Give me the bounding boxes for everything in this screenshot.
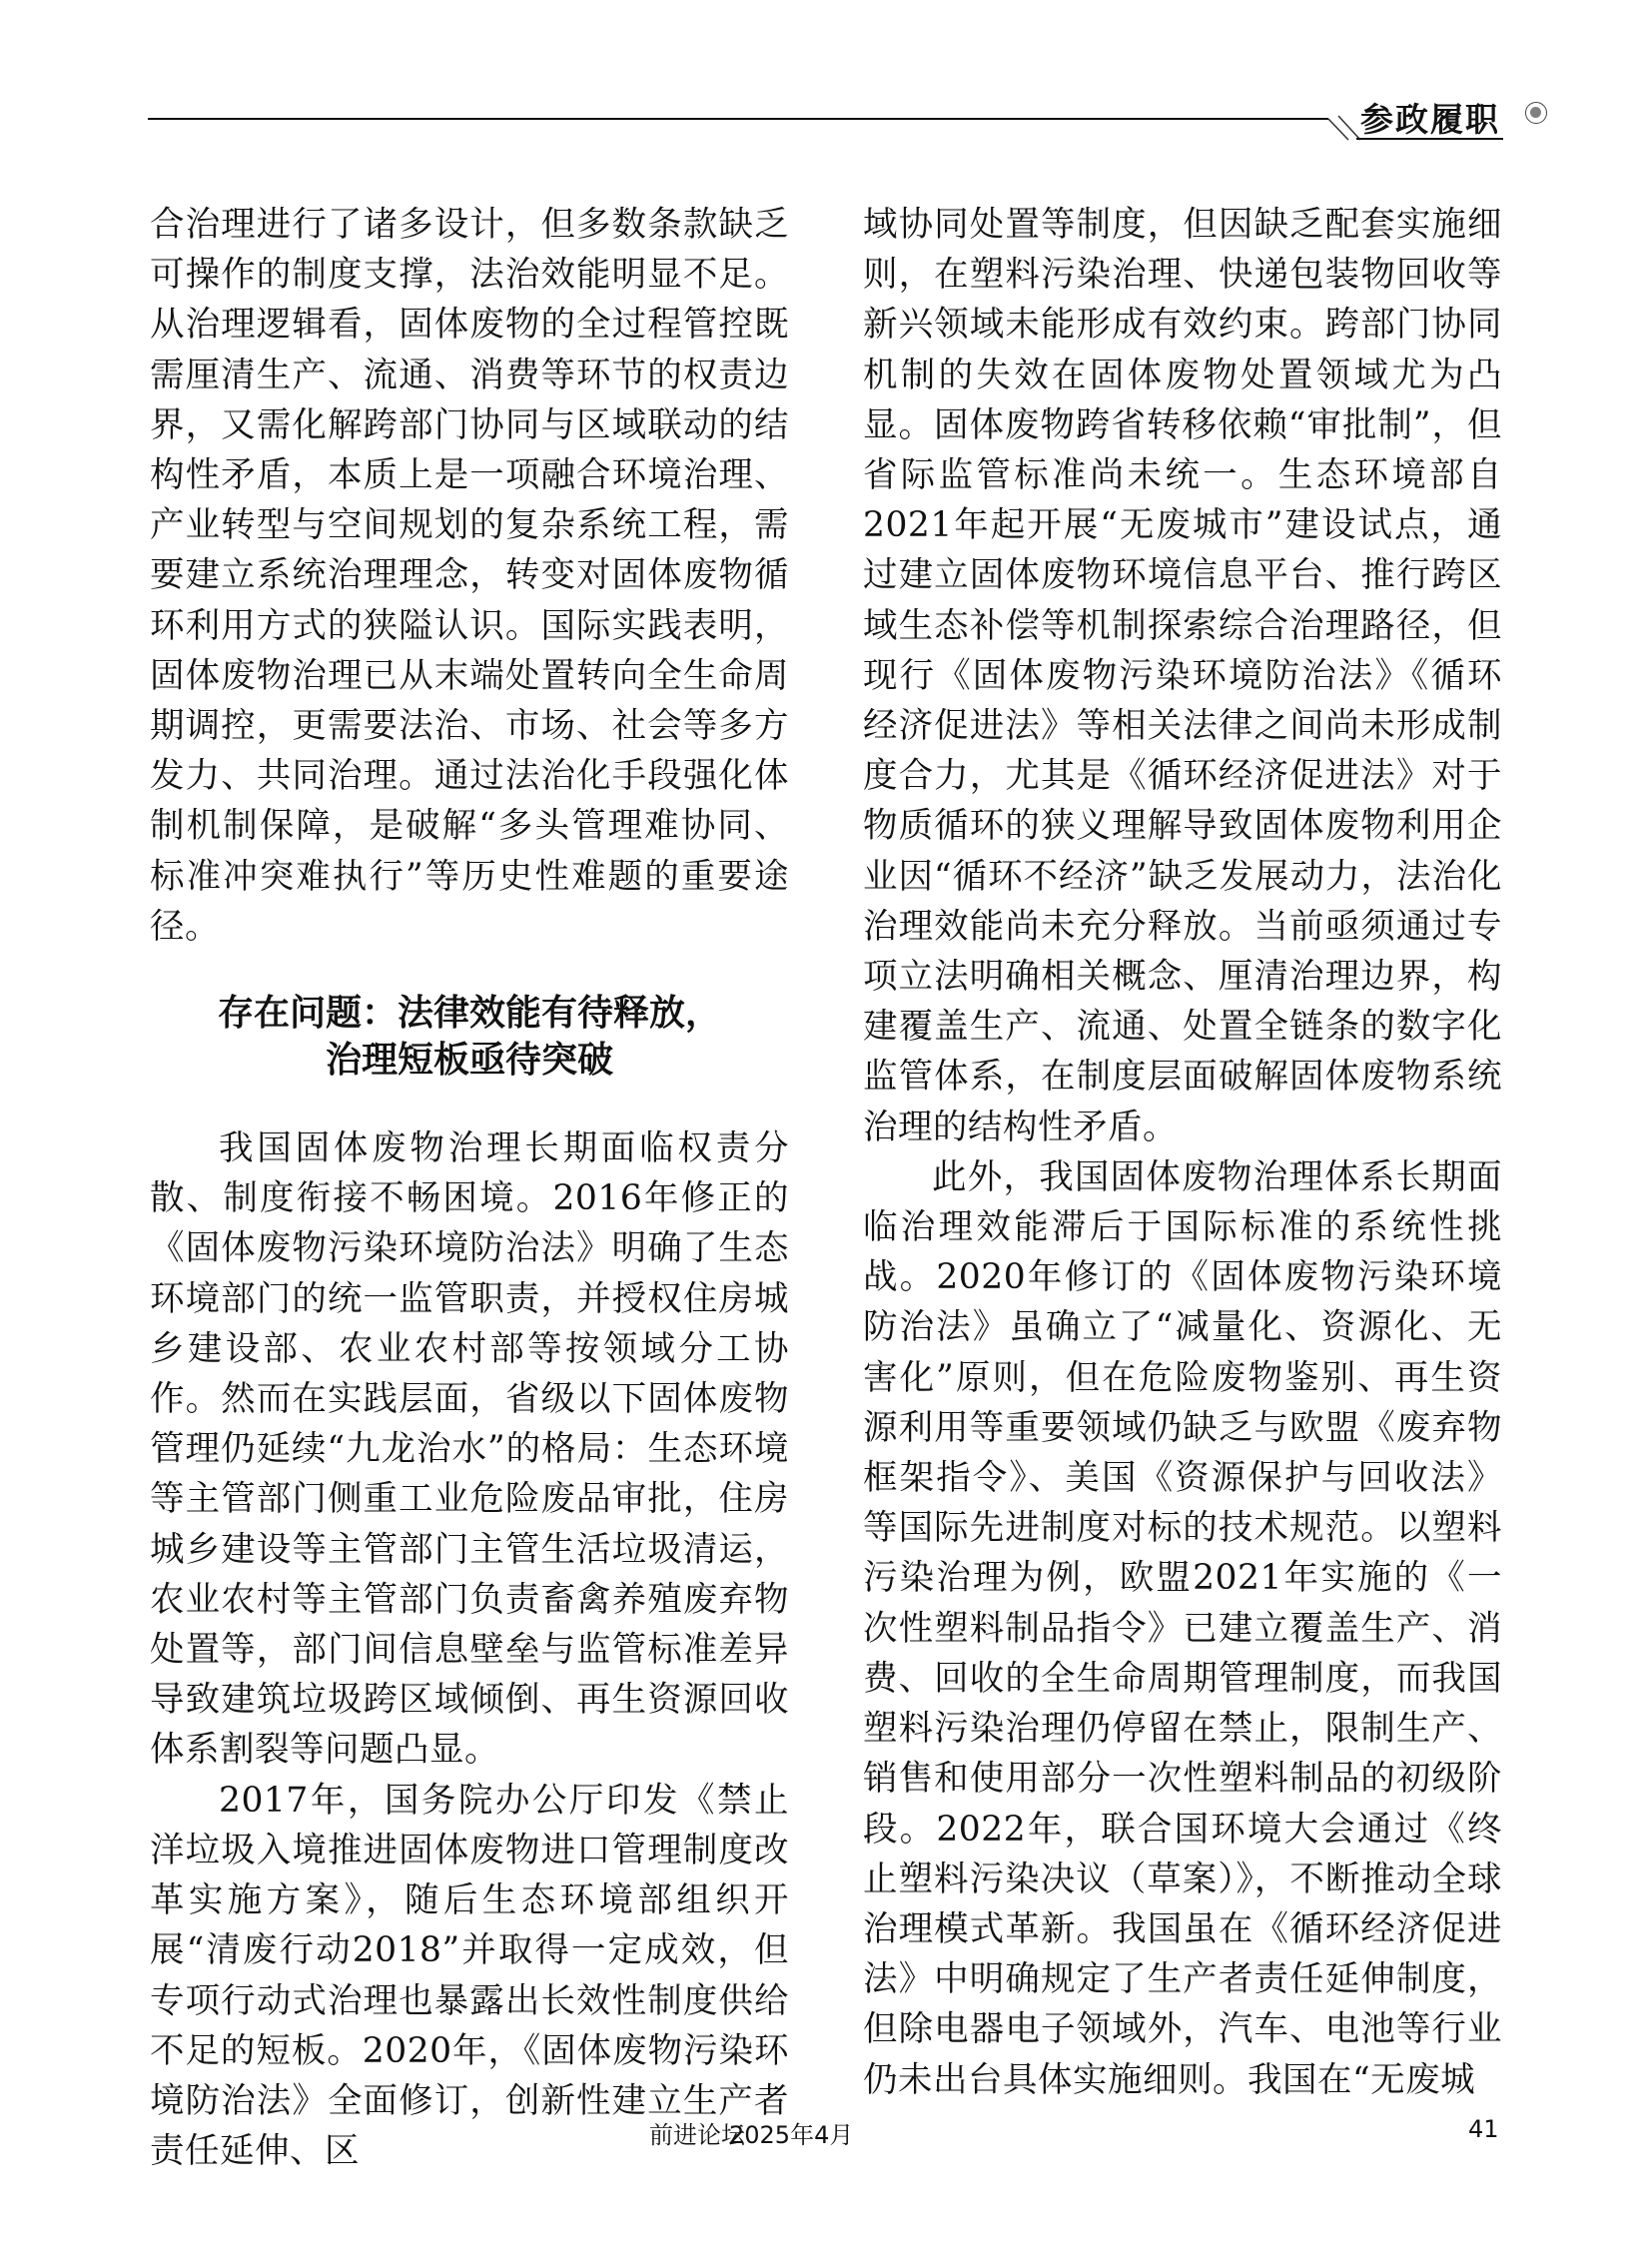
section-heading — [150, 990, 789, 1084]
body-paragraph: 2017年，国务院办公厅印发《禁止洋垃圾入境推进固体废物进口管理制度改革实施方案》，随后生态环境部组织开展“清废行动2018”并取得一定成效，但专项行动式治理也暴露出长效性制度供给不足的短板。2020年，《固体废物污染环境防治法》全面修订，创新性建立生产者责任延伸、区 — [150, 1780, 789, 2172]
section-tag: 参政履职 — [1360, 100, 1500, 139]
left-column — [150, 200, 789, 2176]
body-paragraph: 我国固体废物治理长期面临权责分散、制度衔接不畅困境。2016年修正的《固体废物污染环境防治法》明确了生态环境部门的统一监管职责，并授权住房城乡建设部、农业农村部等按领域分工协作。然而在实践层面，省级以下固体废物管理仍延续“九龙治水”的格局：生态环境等主管部门侧重工业危险废品审批，住房城乡建设等主管部门主管生活垃圾清运，农业农村等主管部门负责畜禽养殖废弃物处置等，部门间信息壁垒与监管标准差异导致建筑垃圾跨区域倾倒、再生资源回收体系割裂等问题凸显。 — [150, 1128, 789, 1771]
page-number: 41 — [1468, 2115, 1499, 2143]
circle-dot-icon — [1525, 102, 1547, 124]
header-rule — [0, 0, 1652, 180]
section-heading-line-1: 存在问题：法律效能有待释放， — [217, 993, 721, 1035]
header-rule-slash-2 — [1338, 116, 1360, 140]
section-heading-line-2: 治理短板亟待突破 — [325, 1040, 613, 1082]
body-paragraph: 此外，我国固体废物治理体系长期面临治理效能滞后于国际标准的系统性挑战。2020年修订的《固体废物污染环境防治法》虽确立了“减量化、资源化、无害化”原则，但在危险废物鉴别、再生资源利用等重要领域仍缺乏与欧盟《废弃物框架指令》、美国《资源保护与回收法》等国际先进制度对标的技术规范。以塑料污染治理为例，欧盟2021年实施的《一次性塑料制品指令》已建立覆盖生产、消费、回收的全生命周期管理制度，而我国塑料污染治理仍停留在禁止，限制生产、销售和使用部分一次性塑料制品的初级阶段。2022年，联合国环境大会通过《终止塑料污染决议（草案）》，不断推动全球治理模式革新。我国虽在《循环经济促进法》中明确规定了生产者责任延伸制度，但除电器电子领域外，汽车、电池等行业仍未出台具体实施细则。我国在“无废城 — [863, 1156, 1502, 2100]
body-paragraph: 合治理进行了诸多设计，但多数条款缺乏可操作的制度支撑，法治效能明显不足。从治理逻辑看，固体废物的全过程管控既需厘清生产、流通、消费等环节的权责边界，又需化解跨部门协同与区域联动的结构性矛盾，本质上是一项融合环境治理、产业转型与空间规划的复杂系统工程，需要建立系统治理理念，转变对固体废物循环利用方式的狭隘认识。国际实践表明，固体废物治理已从末端处置转向全生命周期调控，更需要法治、市场、社会等多方发力、共同治理。通过法治化手段强化体制机制保障，是破解“多头管理难协同、标准冲突难执行”等历史性难题的重要途径。 — [150, 205, 789, 947]
header-rule-slash-1 — [1328, 119, 1348, 140]
footer-issue-date: 2025年4月 — [729, 2121, 854, 2149]
footer-journal-name: 前进论坛 — [649, 2121, 745, 2149]
right-column — [863, 200, 1502, 2105]
body-paragraph: 域协同处置等制度，但因缺乏配套实施细则，在塑料污染治理、快递包装物回收等新兴领域未能形成有效约束。跨部门协同机制的失效在固体废物处置领域尤为凸显。固体废物跨省转移依赖“审批制”，但省际监管标准尚未统一。生态环境部自2021年起开展“无废城市”建设试点，通过建立固体废物环境信息平台、推行跨区域生态补偿等机制探索综合治理路径，但现行《固体废物污染环境防治法》《循环经济促进法》等相关法律之间尚未形成制度合力，尤其是《循环经济促进法》对于物质循环的狭义理解导致固体废物利用企业因“循环不经济”缺乏发展动力，法治化治理效能尚未充分释放。当前亟须通过专项立法明确相关概念、厘清治理边界，构建覆盖生产、流通、处置全链条的数字化监管体系，在制度层面破解固体废物系统治理的结构性矛盾。 — [863, 205, 1502, 1147]
